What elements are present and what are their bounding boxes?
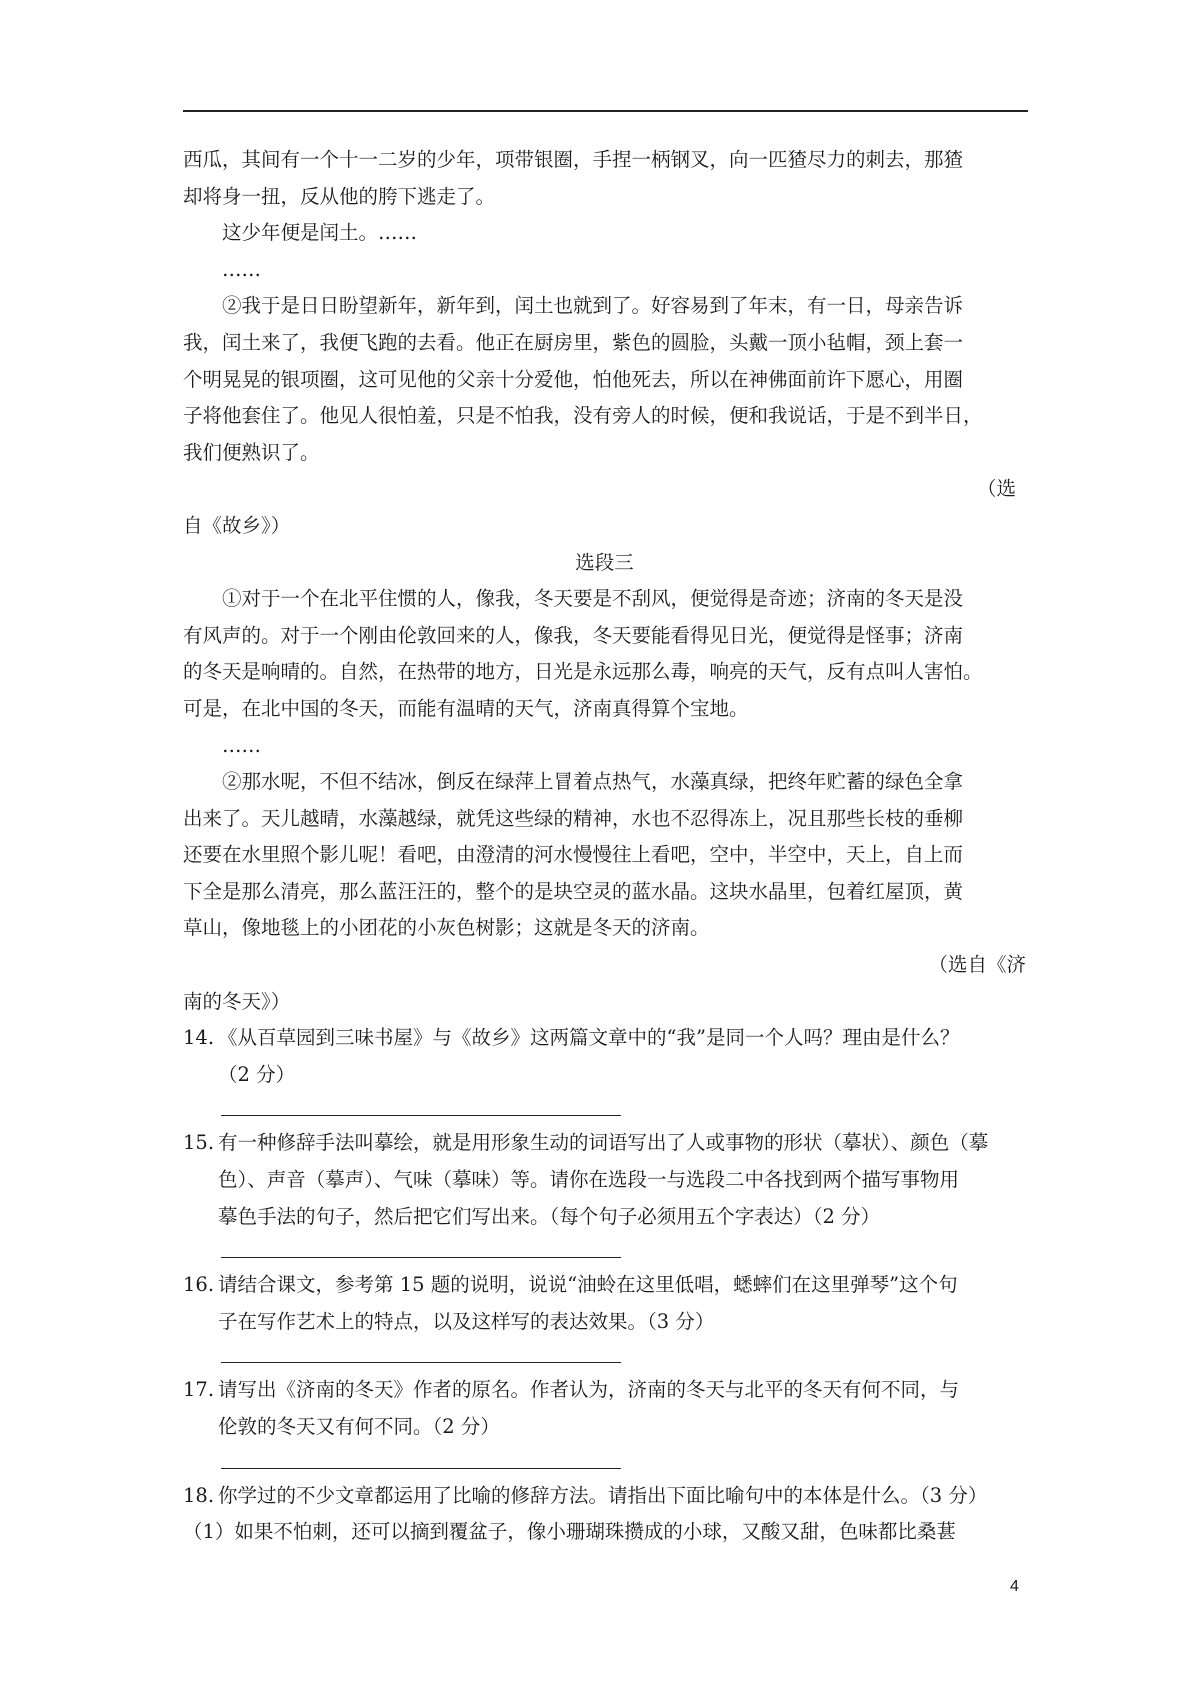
passage3-line: 下全是那么清亮，那么蓝汪汪的，整个的是块空灵的蓝水晶。这块水晶里，包着红屋顶，黄: [183, 879, 964, 903]
passage2-paragraph: 这少年便是闰土。……: [222, 221, 418, 245]
passage3-line: 还要在水里照个影儿呢！看吧，由澄清的河水慢慢往上看吧，空中，半空中，天上，自上而: [183, 843, 964, 867]
sub-question-1: （1）如果不怕刺，还可以摘到覆盆子，像小珊瑚珠攒成的小球，又酸又甜，色味都比桑葚: [183, 1520, 956, 1544]
answer-line[interactable]: [183, 1093, 1026, 1125]
page-content: [183, 142, 1026, 1551]
source-citation: 南的冬天》）: [183, 989, 291, 1013]
header-rule: [183, 110, 1028, 112]
question-18: [183, 1478, 1026, 1515]
question-16: [183, 1267, 1026, 1340]
passage3-line: ②那水呢，不但不结冰，倒反在绿萍上冒着点热气，水藻真绿，把终年贮蓄的绿色全拿: [222, 770, 964, 794]
passage3-line: 可是，在北中国的冬天，而能有温晴的天气，济南真得算个宝地。: [183, 696, 749, 720]
answer-line[interactable]: [183, 1235, 1026, 1267]
passage2-line: 却将身一扭，反从他的胯下逃走了。: [183, 184, 496, 208]
question-text: 伦敦的冬天又有何不同。（2 分）: [218, 1415, 500, 1438]
passage2-line: ②我于是日日盼望新年，新年到，闰土也就到了。好容易到了年末，有一日，母亲告诉: [222, 294, 964, 318]
passage2-line: 个明晃晃的银项圈，这可见他的父亲十分爱他，怕他死去，所以在神佛面前许下愿心，用圈: [183, 367, 964, 391]
passage3-line: 的冬天是响晴的。自然，在热带的地方，日光是永远那么毒，响亮的天气，反有点叫人害怕。: [183, 660, 983, 684]
question-text: 你学过的不少文章都运用了比喻的修辞方法。请指出下面比喻句中的本体是什么。（3 分）: [218, 1483, 988, 1507]
question-text: 有一种修辞手法叫摹绘，就是用形象生动的词语写出了人或事物的形状（摹状）、颜色（摹: [218, 1131, 989, 1155]
question-number: 16.: [183, 1273, 215, 1297]
passage2-line: 我们便熟识了。: [183, 440, 320, 464]
passage3-line: ①对于一个在北平住惯的人，像我，冬天要是不刮风，便觉得是奇迹；济南的冬天是没: [222, 587, 964, 611]
source-citation: （选自《济: [928, 953, 1026, 977]
question-14: [183, 1020, 1026, 1093]
question-text: 子在写作艺术上的特点，以及这样写的表达效果。（3 分）: [218, 1309, 715, 1333]
question-text: 请结合课文，参考第 15 题的说明，说说“油蛉在这里低唱，蟋蟀们在这里弹琴”这个句: [218, 1273, 958, 1297]
question-15: [183, 1125, 1026, 1235]
source-citation: 自《故乡》）: [183, 513, 291, 537]
passage2-line: 西瓜，其间有一个十一二岁的少年，项带银圈，手捏一柄钢叉，向一匹猹尽力的刺去，那猹: [183, 148, 964, 171]
passage2-line: 子将他套住了。他见人很怕羞，只是不怕我，没有旁人的时候，便和我说话，于是不到半日，: [183, 404, 983, 428]
question-number: 14.: [183, 1026, 215, 1050]
question-number: 17.: [183, 1378, 215, 1402]
question-text: 请写出《济南的冬天》作者的原名。作者认为，济南的冬天与北平的冬天有何不同，与: [218, 1378, 960, 1402]
answer-line[interactable]: [183, 1340, 1026, 1372]
passage3-line: 出来了。天儿越晴，水藻越绿，就凭这些绿的精神，水也不忍得冻上，况且那些长枝的垂柳: [183, 806, 964, 830]
question-number: 18.: [183, 1483, 215, 1507]
passage3-line: 草山，像地毯上的小团花的小灰色树影；这就是冬天的济南。: [183, 916, 710, 940]
passage2-line: 我，闰土来了，我便飞跑的去看。他正在厨房里，紫色的圆脸，头戴一顶小毡帽，颈上套一: [183, 330, 964, 354]
question-number: 15.: [183, 1131, 215, 1155]
section-heading: 选段三: [575, 550, 634, 574]
question-text: （2 分）: [218, 1062, 296, 1086]
question-text: 《从百草园到三味书屋》与《故乡》这两篇文章中的“我”是同一个人吗？理由是什么？: [218, 1026, 960, 1050]
ellipsis: ……: [222, 733, 261, 757]
question-17: [183, 1372, 1026, 1445]
question-text: 摹色手法的句子，然后把它们写出来。（每个句子必须用五个字表达）（2 分）: [218, 1204, 881, 1228]
ellipsis: ……: [222, 257, 261, 281]
passage3-line: 有风声的。对于一个刚由伦敦回来的人，像我，冬天要能看得见日光，便觉得是怪事；济南: [183, 623, 964, 647]
page-number: 4: [1010, 1578, 1019, 1595]
answer-line[interactable]: [183, 1446, 1026, 1478]
question-text: 色）、声音（摹声）、气味（摹味）等。请你在选段一与选段二中各找到两个描写事物用: [218, 1168, 960, 1192]
source-citation: （选: [976, 477, 1016, 501]
